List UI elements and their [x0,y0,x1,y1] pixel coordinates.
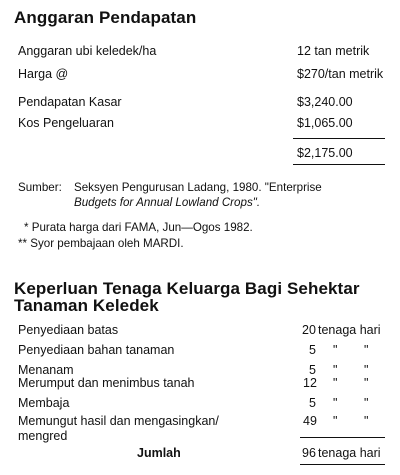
labour-row-value: 20 [302,323,316,337]
divider-line [300,437,385,438]
divider-line [293,164,385,165]
source-label: Sumber: [18,181,62,194]
labour-row-value: 5 [309,343,316,357]
ditto-mark: " [333,414,338,428]
section-title-income: Anggaran Pendapatan [14,8,197,27]
ditto-mark: " [364,414,369,428]
divider-line [293,138,385,139]
labour-row-label: Memungut hasil dan mengasingkan/ [18,414,219,428]
row-value-yield: 12 tan metrik [297,44,370,58]
labour-row-value: 5 [309,363,316,377]
row-label-production-cost: Kos Pengeluaran [18,116,114,130]
source-line-2: Budgets for Annual Lowland Crops". [74,196,261,209]
ditto-mark: " [364,396,369,410]
net-income-total: $2,175.00 [297,146,353,160]
labour-row-value: 49 [303,414,317,428]
labour-row-label: Membaja [18,396,70,410]
labour-row-value: 12 [303,376,317,390]
row-value-production-cost: $1,065.00 [297,116,353,130]
ditto-mark: " [364,376,369,390]
source-line-1: Seksyen Pengurusan Ladang, 1980. "Enterprise [74,181,322,194]
row-value-price: $270/tan metrik [297,67,384,81]
labour-row-label: Penyediaan batas [18,323,119,337]
row-value-gross-income: $3,240.00 [297,95,353,109]
labour-row-unit: tenaga hari [318,323,381,337]
total-label: Jumlah [137,446,181,460]
footnote-2: ** Syor pembajaan oleh MARDI. [18,237,184,250]
ditto-mark: " [364,363,369,377]
row-label-price: Harga @ [18,67,69,81]
ditto-mark: " [333,363,338,377]
labour-row-label: Merumput dan menimbus tanah [18,376,195,390]
row-label-yield: Anggaran ubi keledek/ha [18,44,157,58]
ditto-mark: " [333,396,338,410]
labour-row-value: 5 [309,396,316,410]
section-title-labour-line-2: Tanaman Keledek [14,296,159,315]
total-value: 96 [302,446,316,460]
row-label-gross-income: Pendapatan Kasar [18,95,122,109]
ditto-mark: " [333,343,338,357]
section-title-labour-line-1: Keperluan Tenaga Keluarga Bagi Sehektar [14,279,360,298]
labour-row-label: Penyediaan bahan tanaman [18,343,175,357]
ditto-mark: " [364,343,369,357]
total-unit: tenaga hari [318,446,381,460]
ditto-mark: " [333,376,338,390]
divider-line [300,464,385,465]
footnote-1: * Purata harga dari FAMA, Jun—Ogos 1982. [24,221,253,234]
labour-row-label-continued: mengred [18,429,68,443]
labour-row-label: Menanam [18,363,74,377]
